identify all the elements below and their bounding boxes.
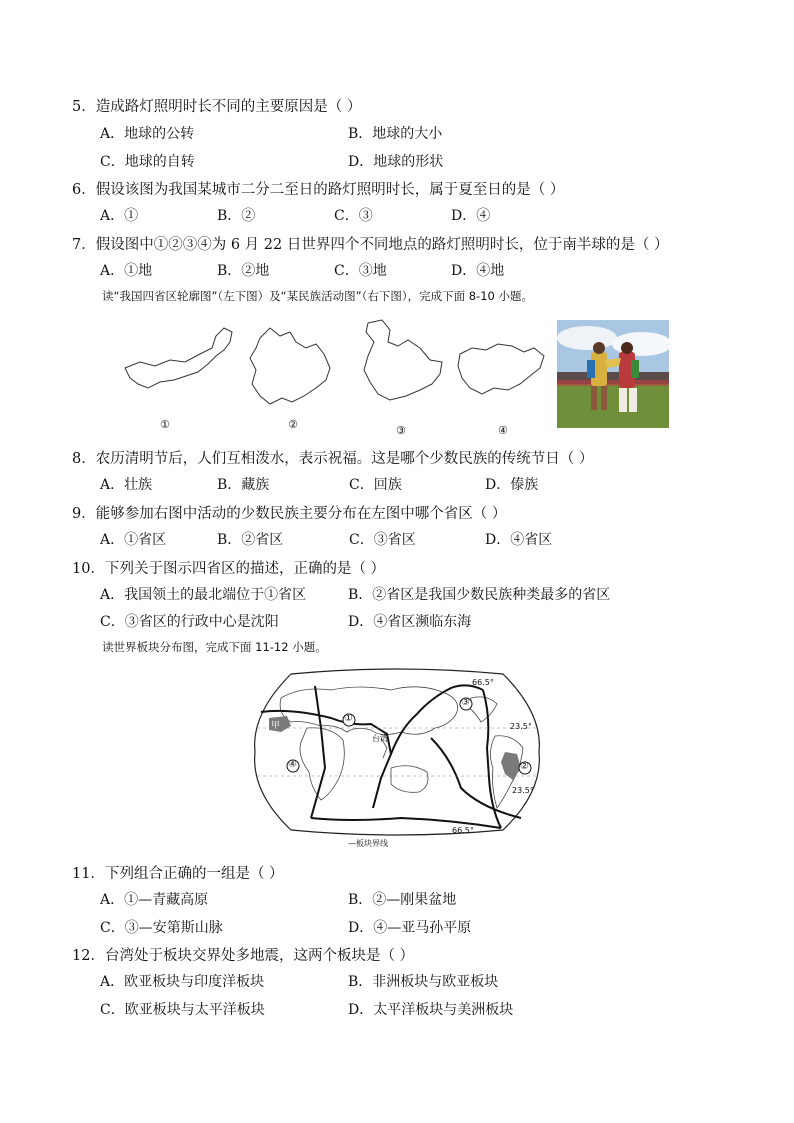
q11-option-c[interactable]: C．③—安第斯山脉	[100, 920, 223, 936]
question-7-stem: 7．假设图中①②③④为 6 月 22 日世界四个不同地点的路灯照明时长，位于南半球的是（ ）	[72, 237, 669, 253]
q7-option-c[interactable]: C．③地	[334, 263, 387, 279]
map-legend: —板块界线	[348, 839, 388, 848]
question-6-stem: 6．假设该图为我国某城市二分二至日的路灯照明时长，属于夏至日的是（ ）	[72, 182, 565, 198]
question-11-stem: 11．下列组合正确的一组是（ ）	[72, 866, 284, 882]
q12-option-b[interactable]: B．非洲板块与欧亚板块	[348, 974, 499, 990]
q6-option-b[interactable]: B．②	[217, 208, 256, 224]
q6-option-d[interactable]: D．④	[451, 208, 491, 224]
q5-option-a[interactable]: A．地球的公转	[100, 126, 195, 142]
question-8-stem: 8．农历清明节后，人们互相泼水，表示祝福。这是哪个少数民族的传统节日（ ）	[72, 451, 594, 467]
q7-option-b[interactable]: B．②地	[217, 263, 270, 279]
q10-option-c[interactable]: C．③省区的行政中心是沈阳	[100, 614, 279, 630]
q9-option-b[interactable]: B．②省区	[217, 532, 284, 548]
q8-option-d[interactable]: D．傣族	[485, 477, 539, 493]
q6-option-c[interactable]: C．③	[334, 208, 373, 224]
q5-option-d[interactable]: D．地球的形状	[348, 154, 444, 170]
q7-option-d[interactable]: D．④地	[451, 263, 505, 279]
province-outline-2	[250, 328, 330, 404]
lat-label-tropic-n: 23.5°	[510, 722, 532, 731]
q10-option-a[interactable]: A．我国领土的最北端位于①省区	[100, 587, 307, 603]
map-marker-2: ②	[520, 761, 529, 772]
q9-option-c[interactable]: C．③省区	[349, 532, 416, 548]
q9-option-d[interactable]: D．④省区	[485, 532, 553, 548]
q8-option-c[interactable]: C．回族	[349, 477, 402, 493]
q8-option-b[interactable]: B．藏族	[217, 477, 270, 493]
question-10-stem: 10．下列关于图示四省区的描述，正确的是（ ）	[72, 561, 386, 577]
q12-option-c[interactable]: C．欧亚板块与太平洋板块	[100, 1002, 265, 1018]
q5-option-b[interactable]: B．地球的大小	[348, 126, 443, 142]
q8-option-a[interactable]: A．壮族	[100, 477, 153, 493]
intro-8-10: 读“我国四省区轮廓图”（左下图）及“某民族活动图”（右下图），完成下面 8-10 小题。	[102, 289, 533, 303]
q9-option-a[interactable]: A．①省区	[100, 532, 167, 548]
q10-option-b[interactable]: B．②省区是我国少数民族种类最多的省区	[348, 587, 611, 603]
q12-option-a[interactable]: A．欧亚板块与印度洋板块	[100, 974, 265, 990]
lat-label-tropic-s: 23.5°	[512, 786, 534, 795]
map-marker-4: ④	[288, 759, 297, 770]
question-12-stem: 12．台湾处于板块交界处多地震，这两个板块是（ ）	[72, 948, 415, 964]
intro-11-12: 读世界板块分布图，完成下面 11-12 小题。	[102, 640, 327, 654]
q11-option-b[interactable]: B．②—刚果盆地	[348, 892, 457, 908]
province-outline-4	[458, 344, 544, 394]
map-marker-3: ③	[461, 697, 470, 708]
province-outlines-figure	[120, 318, 560, 438]
province-label-2: ②	[288, 418, 298, 431]
question-5-stem: 5．造成路灯照明时长不同的主要原因是（ ）	[72, 99, 362, 115]
question-9-stem: 9．能够参加右图中活动的少数民族主要分布在左图中哪个省区（ ）	[72, 506, 507, 522]
q5-option-c[interactable]: C．地球的自转	[100, 154, 195, 170]
q7-option-a[interactable]: A．①地	[100, 263, 153, 279]
ethnic-wrestling-photo	[557, 320, 669, 428]
province-label-1: ①	[160, 418, 170, 431]
province-label-3: ③	[396, 424, 406, 437]
lat-label-north: 66.5°	[472, 678, 494, 687]
province-outline-3	[364, 320, 442, 400]
q12-option-d[interactable]: D．太平洋板块与美洲板块	[348, 1002, 514, 1018]
map-label-jia: 甲	[271, 721, 281, 731]
lat-label-south: 66.5°	[452, 826, 474, 835]
map-marker-1: ①	[344, 713, 353, 724]
q6-option-a[interactable]: A．①	[100, 208, 139, 224]
world-plates-map	[251, 668, 543, 840]
province-outline-1	[125, 328, 232, 388]
province-label-4: ④	[498, 424, 508, 437]
q11-option-a[interactable]: A．①—青藏高原	[100, 892, 209, 908]
map-label-taiwan: 台湾	[372, 734, 388, 743]
q11-option-d[interactable]: D．④—亚马孙平原	[348, 920, 472, 936]
q10-option-d[interactable]: D．④省区濒临东海	[348, 614, 472, 630]
